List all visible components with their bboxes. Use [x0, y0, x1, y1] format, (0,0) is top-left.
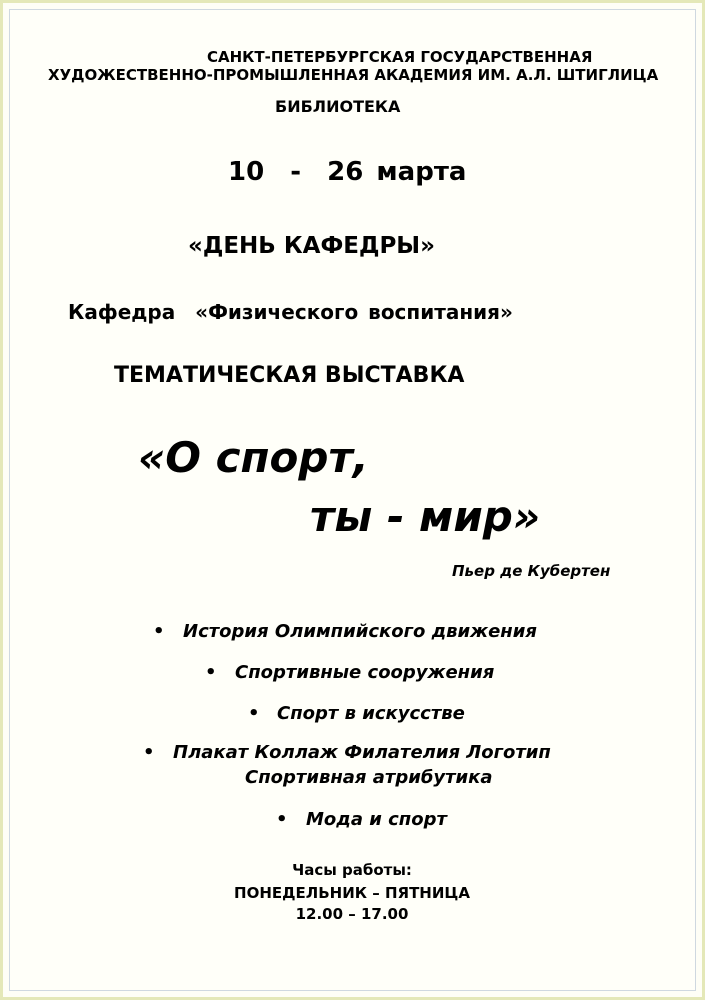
- hours-label: Часы работы:: [292, 861, 412, 879]
- topic-item: История Олимпийского движения: [183, 621, 537, 642]
- bullet-icon: •: [276, 809, 288, 830]
- library-title: БИБЛИОТЕКА: [275, 97, 401, 116]
- department-name: Кафедра «Физического воспитания»: [68, 300, 513, 324]
- topic-item: Мода и спорт: [306, 809, 447, 830]
- topic-item: Спортивные сооружения: [235, 662, 495, 683]
- bullet-icon: •: [153, 621, 165, 642]
- hours-time: 12.00 – 17.00: [295, 905, 409, 923]
- topic-item: Плакат Коллаж Филателия Логотип: [173, 742, 551, 763]
- event-dates: 10 - 26 марта: [228, 157, 467, 187]
- bullet-icon: •: [248, 703, 260, 724]
- bullet-icon: •: [205, 662, 217, 683]
- quote-author: Пьер де Кубертен: [452, 562, 611, 580]
- header-university-line2: ХУДОЖЕСТВЕННО-ПРОМЫШЛЕННАЯ АКАДЕМИЯ ИМ. А.Л. ШТИГЛИЦА: [48, 66, 659, 84]
- bullet-icon: •: [143, 742, 155, 763]
- topic-item-continuation: Спортивная атрибутика: [245, 767, 493, 788]
- day-title: «ДЕНЬ КАФЕДРЫ»: [188, 233, 435, 259]
- quote-line-2: ты - мир»: [310, 492, 541, 541]
- quote-line-1: «О спорт,: [138, 433, 369, 482]
- hours-days: ПОНЕДЕЛЬНИК – ПЯТНИЦА: [234, 884, 470, 902]
- header-university-line1: САНКТ-ПЕТЕРБУРГСКАЯ ГОСУДАРСТВЕННАЯ: [207, 48, 593, 66]
- exhibition-title: ТЕМАТИЧЕСКАЯ ВЫСТАВКА: [114, 363, 465, 388]
- topic-item: Спорт в искусстве: [277, 703, 465, 724]
